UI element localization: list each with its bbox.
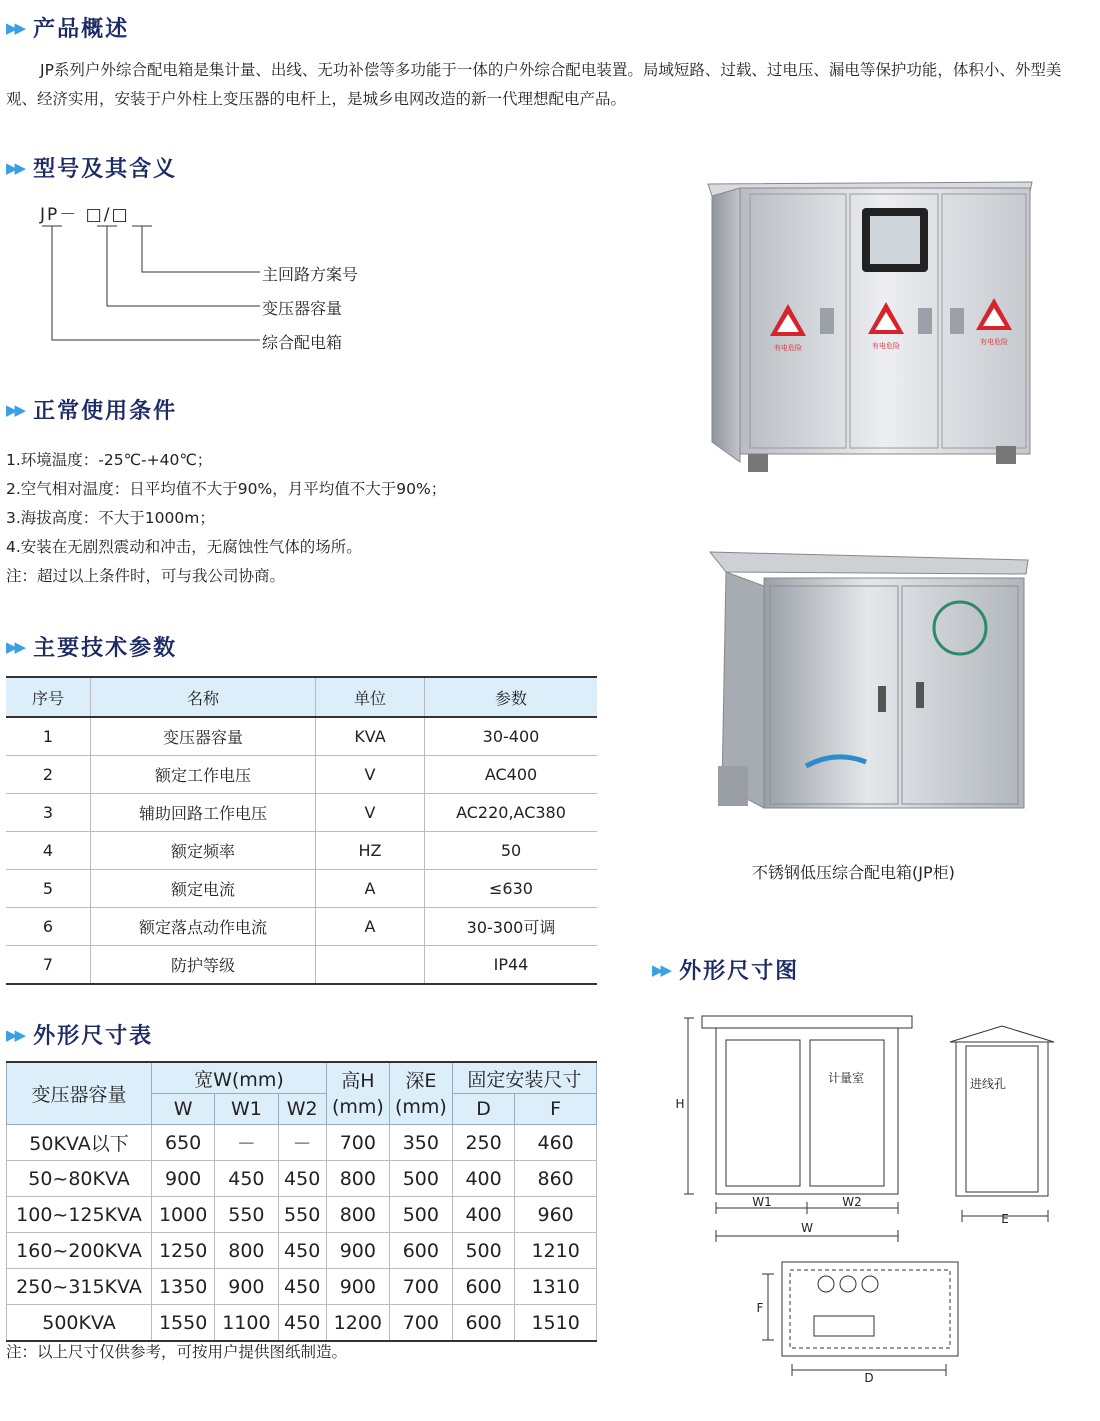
table-header-row [6, 677, 597, 717]
condition-item: 1.环境温度：-25℃-+40℃； [6, 451, 213, 469]
table-row [6, 717, 597, 756]
header-name: 名称 [91, 677, 316, 717]
section-title: 产品概述 [33, 17, 130, 42]
table-row [7, 1269, 597, 1305]
table-row [7, 1161, 597, 1197]
dimension-drawing [670, 1008, 1070, 1388]
warning-label: 有电危险 [980, 338, 1008, 346]
table-cell: V [316, 794, 425, 832]
table-cell: 600 [452, 1305, 514, 1342]
table-cell: V [316, 756, 425, 794]
table-cell: A [316, 870, 425, 908]
table-cell: HZ [316, 832, 425, 870]
table-cell: 900 [215, 1269, 278, 1305]
condition-item: 3.海拔高度：不大于1000m； [6, 509, 215, 527]
double-arrow-icon: ▶▶ [6, 400, 24, 419]
condition-note: 注：超过以上条件时，可与我公司协商。 [6, 567, 286, 585]
table-cell: 防护等级 [91, 946, 316, 985]
section-title: 正常使用条件 [33, 399, 178, 424]
table-cell: 700 [389, 1305, 452, 1342]
table-cell: 450 [215, 1161, 278, 1197]
table-cell: － [215, 1125, 278, 1161]
section-heading-tech [6, 631, 177, 662]
table-cell: A [316, 908, 425, 946]
table-cell: 600 [452, 1269, 514, 1305]
section-heading-model [6, 152, 177, 183]
conditions-list [6, 446, 446, 591]
header-unit: 单位 [316, 677, 425, 717]
table-cell: 450 [278, 1233, 326, 1269]
table-cell: 变压器容量 [91, 717, 316, 756]
section-title: 型号及其含义 [33, 157, 178, 182]
condition-item: 2.空气相对温度：日平均值不大于90%，月平均值不大于90%； [6, 480, 447, 498]
table-cell: 460 [515, 1125, 597, 1161]
table-cell: 450 [278, 1305, 326, 1342]
table-cell: 6 [6, 908, 91, 946]
header-f: F [515, 1094, 597, 1125]
table-cell: 1250 [152, 1233, 215, 1269]
table-cell: 1550 [152, 1305, 215, 1342]
table-cell: 100~125KVA [7, 1197, 152, 1233]
table-cell: 1100 [215, 1305, 278, 1342]
table-cell: 50 [425, 832, 598, 870]
table-cell: 2 [6, 756, 91, 794]
table-cell: 350 [389, 1125, 452, 1161]
section-title: 主要技术参数 [33, 636, 178, 661]
section-heading-dims [6, 1019, 153, 1050]
double-arrow-icon: ▶▶ [652, 960, 670, 979]
table-cell: 860 [515, 1161, 597, 1197]
table-cell: 50~80KVA [7, 1161, 152, 1197]
header-w2: W2 [278, 1094, 326, 1125]
model-label-capacity: 变压器容量 [262, 299, 343, 318]
header-depth: 深E (mm) [389, 1062, 452, 1125]
table-cell: 1200 [326, 1305, 389, 1342]
dims-note: 注：以上尺寸仅供参考，可按用户提供图纸制造。 [6, 1343, 348, 1361]
table-cell: 450 [278, 1161, 326, 1197]
table-cell: AC220,AC380 [425, 794, 598, 832]
table-cell: 450 [278, 1269, 326, 1305]
photo-caption: 不锈钢低压综合配电箱(JP柜) [752, 863, 955, 882]
table-cell: 700 [389, 1269, 452, 1305]
header-value: 参数 [425, 677, 598, 717]
table-row [6, 908, 597, 946]
section-heading-overview [6, 12, 129, 43]
table-cell: 1000 [152, 1197, 215, 1233]
header-index: 序号 [6, 677, 91, 717]
dim-label-w2: W2 [842, 1195, 862, 1209]
table-cell: 3 [6, 794, 91, 832]
table-cell: 1310 [515, 1269, 597, 1305]
header-d: D [452, 1094, 514, 1125]
table-cell [316, 946, 425, 985]
warning-label: 有电危险 [872, 342, 900, 350]
section-title: 外形尺寸图 [679, 959, 800, 984]
header-w1: W1 [215, 1094, 278, 1125]
dim-label-h: H [675, 1097, 685, 1111]
table-cell: 800 [215, 1233, 278, 1269]
model-code-diagram [40, 200, 400, 360]
dim-label-d: D [864, 1371, 874, 1385]
warning-label: 有电危险 [774, 344, 802, 352]
table-cell: 800 [326, 1161, 389, 1197]
table-cell: 30-400 [425, 717, 598, 756]
table-cell: 1350 [152, 1269, 215, 1305]
table-cell: 800 [326, 1197, 389, 1233]
table-row [6, 832, 597, 870]
table-cell: 550 [215, 1197, 278, 1233]
table-cell: 400 [452, 1197, 514, 1233]
double-arrow-icon: ▶▶ [6, 158, 24, 177]
table-row [7, 1197, 597, 1233]
table-cell: 700 [326, 1125, 389, 1161]
table-row [7, 1125, 597, 1161]
header-height: 高H (mm) [326, 1062, 389, 1125]
table-cell: 500 [452, 1233, 514, 1269]
table-cell: 650 [152, 1125, 215, 1161]
meter-room-label: 计量室 [827, 1071, 865, 1085]
table-cell: 500 [389, 1161, 452, 1197]
table-cell: 900 [152, 1161, 215, 1197]
double-arrow-icon: ▶▶ [6, 18, 24, 37]
table-cell: AC400 [425, 756, 598, 794]
table-cell: IP44 [425, 946, 598, 985]
table-row [7, 1305, 597, 1342]
table-cell: 30-300可调 [425, 908, 598, 946]
dim-label-w1: W1 [752, 1195, 772, 1209]
dim-label-e: E [1001, 1212, 1009, 1226]
table-cell: 900 [326, 1269, 389, 1305]
table-cell: 额定频率 [91, 832, 316, 870]
header-fix: 固定安装尺寸 [452, 1062, 596, 1094]
cabinet-photo [700, 172, 1042, 478]
section-heading-conditions [6, 394, 177, 425]
table-cell: － [278, 1125, 326, 1161]
table-cell: 250~315KVA [7, 1269, 152, 1305]
header-w: W [152, 1094, 215, 1125]
table-row [7, 1233, 597, 1269]
dimensions-table [6, 1061, 597, 1342]
table-cell: 50KVA以下 [7, 1125, 152, 1161]
table-cell: 600 [389, 1233, 452, 1269]
stainless-cabinet-photo [708, 546, 1032, 822]
table-cell: 1210 [515, 1233, 597, 1269]
dim-label-f: F [756, 1301, 764, 1315]
condition-item: 4.安装在无剧烈震动和冲击，无腐蚀性气体的场所。 [6, 538, 362, 556]
table-cell: 160~200KVA [7, 1233, 152, 1269]
section-title: 外形尺寸表 [33, 1024, 154, 1049]
model-label-box: 综合配电箱 [262, 333, 343, 352]
table-cell: 400 [452, 1161, 514, 1197]
double-arrow-icon: ▶▶ [6, 637, 24, 656]
table-cell: 250 [452, 1125, 514, 1161]
table-cell: 1510 [515, 1305, 597, 1342]
table-cell: 4 [6, 832, 91, 870]
table-header-row [7, 1062, 597, 1094]
model-code: JP－ □/□ [40, 205, 130, 225]
header-capacity: 变压器容量 [7, 1062, 152, 1125]
table-cell: 5 [6, 870, 91, 908]
table-cell: 500KVA [7, 1305, 152, 1342]
table-cell: 500 [389, 1197, 452, 1233]
table-cell: 550 [278, 1197, 326, 1233]
table-cell: KVA [316, 717, 425, 756]
table-row [6, 794, 597, 832]
table-cell: ≤630 [425, 870, 598, 908]
table-row [6, 870, 597, 908]
table-cell: 额定工作电压 [91, 756, 316, 794]
tech-params-table [6, 676, 597, 985]
inlet-label: 进线孔 [969, 1077, 1007, 1091]
table-row [6, 756, 597, 794]
model-label-main-circuit: 主回路方案号 [262, 265, 359, 284]
table-cell: 额定落点动作电流 [91, 908, 316, 946]
dim-label-w: W [801, 1221, 813, 1235]
table-cell: 辅助回路工作电压 [91, 794, 316, 832]
double-arrow-icon: ▶▶ [6, 1025, 24, 1044]
header-width: 宽W(mm) [152, 1062, 327, 1094]
table-cell: 额定电流 [91, 870, 316, 908]
overview-paragraph: JP系列户外综合配电箱是集计量、出线、无功补偿等多功能于一体的户外综合配电装置。局域短路、过载、过电压、漏电等保护功能，体积小、外型美观、经济实用，安装于户外柱上变压器的电杆上，是城乡电网改造的新一代理想配电产品。 [6, 61, 1062, 108]
table-row [6, 946, 597, 985]
section-heading-drawing [652, 954, 799, 985]
table-cell: 960 [515, 1197, 597, 1233]
table-cell: 7 [6, 946, 91, 985]
table-cell: 900 [326, 1233, 389, 1269]
table-cell: 1 [6, 717, 91, 756]
